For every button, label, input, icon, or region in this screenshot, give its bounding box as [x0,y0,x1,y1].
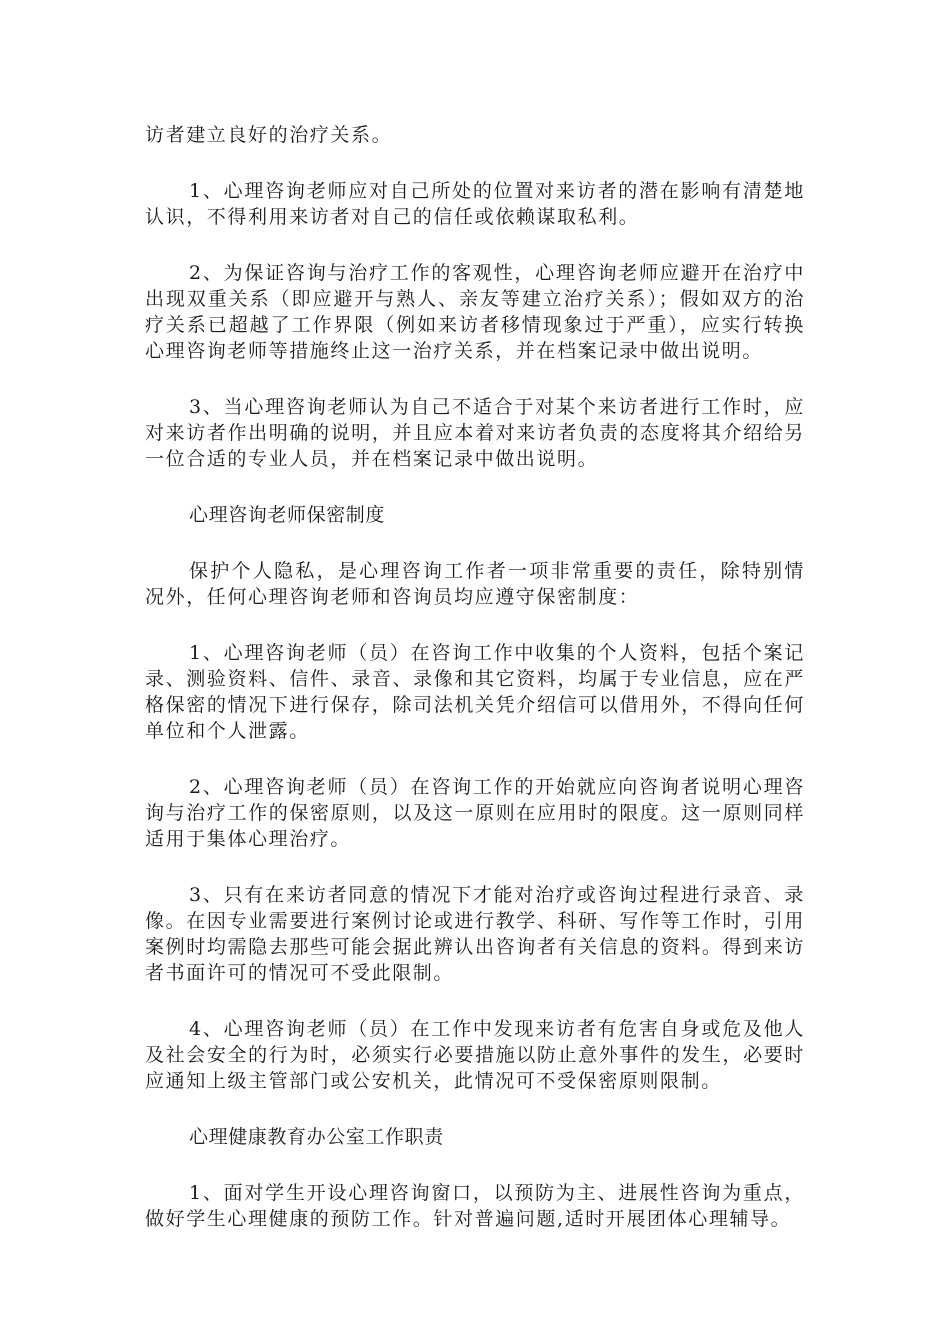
paragraph-continuation: 访者建立良好的治疗关系。 [145,124,393,146]
paragraph-intro-confidentiality: 保护个人隐私，是心理咨询工作者一项非常重要的责任，除特别情况外，任何心理咨询老师和咨询员均应遵守保密制度： [145,560,805,608]
document-page [145,122,805,1262]
paragraph-item-3: 3、当心理咨询老师认为自己不适合于对某个来访者进行工作时，应对来访者作出明确的说明，并且应本着对来访者负责的态度将其介绍给另一位合适的专业人员，并在档案记录中做出说明。 [145,396,805,470]
paragraph-office-duty-1: 1、面对学生开设心理咨询窗口，以预防为主、进展性咨询为重点，做好学生心理健康的预防工作。针对普遍问题,适时开展团体心理辅导。 [145,1182,805,1230]
paragraph-confidentiality-1: 1、心理咨询老师（员）在咨询工作中收集的个人资料，包括个案记录、测验资料、信件、录音、录像和其它资料，均属于专业信息，应在严格保密的情况下进行保存，除司法机关凭介绍信可以借用外，不得向任何单位和个人泄露。 [145,642,805,742]
paragraph-confidentiality-3: 3、只有在来访者同意的情况下才能对治疗或咨询过程进行录音、录像。在因专业需要进行案例讨论或进行教学、科研、写作等工作时，引用案例时均需隐去那些可能会据此辨认出咨询者有关信息的资料。得到来访者书面许可的情况可不受此限制。 [145,884,805,984]
section-heading-confidentiality: 心理咨询老师保密制度 [189,504,386,526]
paragraph-confidentiality-2: 2、心理咨询老师（员）在咨询工作的开始就应向咨询者说明心理咨询与治疗工作的保密原则，以及这一原则在应用时的限度。这一原则同样适用于集体心理治疗。 [145,776,805,850]
paragraph-item-1: 1、心理咨询老师应对自己所处的位置对来访者的潜在影响有清楚地认识，不得利用来访者对自己的信任或依赖谋取私利。 [145,180,805,228]
section-heading-office-duties: 心理健康教育办公室工作职责 [189,1126,444,1148]
paragraph-confidentiality-4: 4、心理咨询老师（员）在工作中发现来访者有危害自身或危及他人及社会安全的行为时，必须实行必要措施以防止意外事件的发生，必要时应通知上级主管部门或公安机关，此情况可不受保密原则限制。 [145,1018,805,1092]
paragraph-item-2: 2、为保证咨询与治疗工作的客观性，心理咨询老师应避开在治疗中出现双重关系（即应避开与熟人、亲友等建立治疗关系）；假如双方的治疗关系已超越了工作界限（例如来访者移情现象过于严重），应实行转换心理咨询老师等措施终止这一治疗关系，并在档案记录中做出说明。 [145,262,805,362]
